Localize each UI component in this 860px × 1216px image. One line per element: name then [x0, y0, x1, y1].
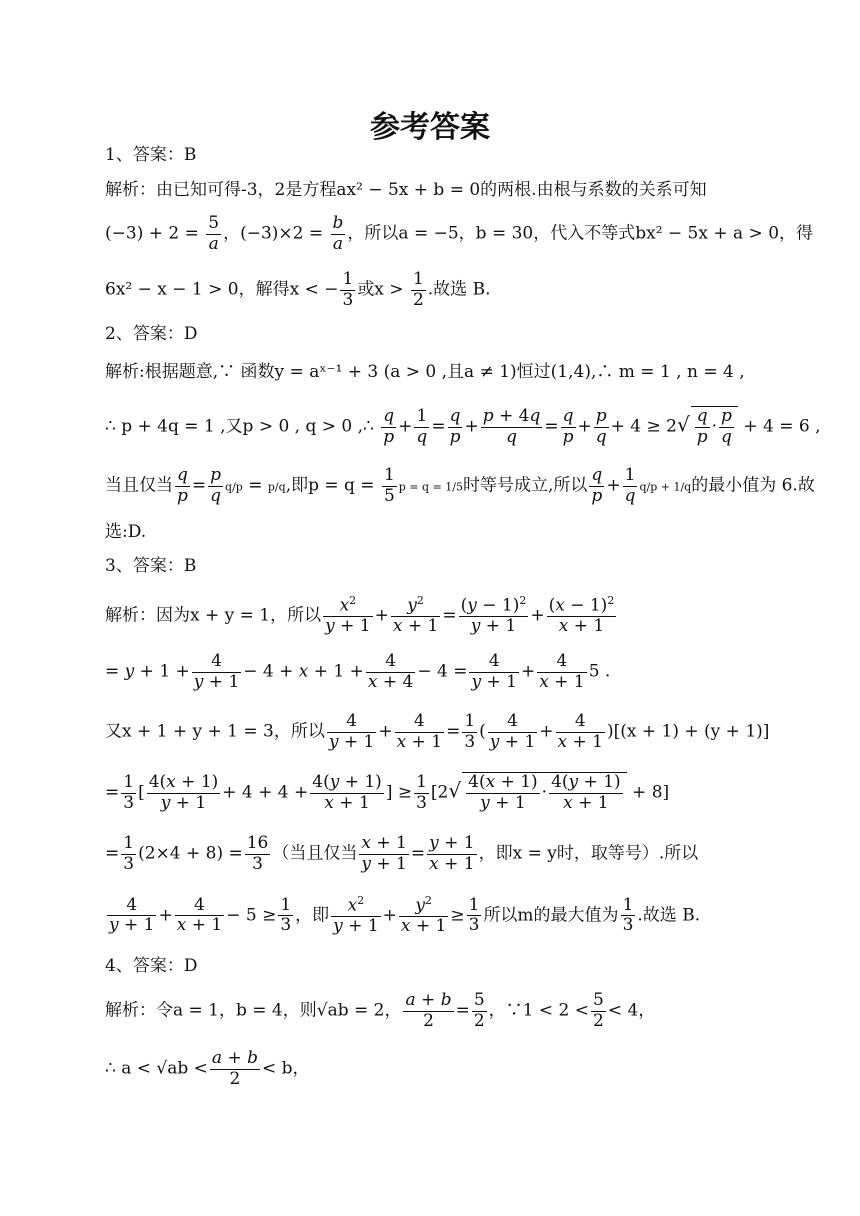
q3-line-1: 解析：因为x + y = 1，所以 $\frac{x^2}{y + 1}$ + $\frac{y^2}{x + 1}$ = $\frac{(y - 1)^2}{y + 1}$ + $\frac{(x - 1)^2}{x + 1}$ [105, 594, 615, 637]
q3-line-6: $\frac{4}{y + 1}$ + $\frac{4}{x + 1}$ − 5 ≥ $\frac{1}{3}$ ，即 $\frac{x^2}{y + 1}$ + $\frac{y^2}{x + 1}$ ≥ $\frac{1}{3}$ 所以m的最大值为 $\frac{1}{3}$ .故选 B. [109, 894, 701, 937]
q4-line-2: ∴ a < √ab < $\frac{a + b}{2}$ < b， [105, 1048, 310, 1089]
q3-line-4: = $\frac{1}{3}$ [ $\frac{4(x + 1)}{y + 1}$ + 4 + 4 + $\frac{4(y + 1)}{x + 1}$ ] ≥ $\frac{1}{3}$ [2√ $\frac{4(x + 1)}{y + 1}$ · $\frac{4(y + 1)}{x + 1}$ + 8] [105, 772, 670, 813]
answer-1: 1、答案：B [105, 145, 197, 165]
page-title: 参考答案 [370, 110, 490, 145]
answer-3: 3、答案：B [105, 556, 197, 576]
q1-line-2: (−3) + 2 = $\frac{5}{a}$ ，(−3)×2 = $\frac{b}{a}$ ，所以a = −5，b = 30，代入不等式bx² − 5x + a > 0，得 [105, 213, 814, 254]
q4-line-1: 解析：令a = 1，b = 4，则√ab = 2， $\frac{a + b}{2}$ = $\frac{5}{2}$ ，∵1 < 2 < $\frac{5}{2}$ < 4， [105, 990, 656, 1031]
q3-line-2: = y + 1 + $\frac{4}{y + 1}$ − 4 + x + 1 + $\frac{4}{x + 4}$ − 4 = $\frac{4}{y + 1}$ + $\frac{4}{x + 1}$ 5 . [105, 651, 611, 692]
q2-line-4: 选:D. [105, 522, 147, 542]
answer-4: 4、答案：D [105, 956, 198, 976]
q2-line-2: ∴ p + 4q = 1 ,又p > 0 , q > 0 ,∴ $\frac{q}{p}$ + $\frac{1}{q}$ = $\frac{q}{p}$ + $\frac{p + 4q}{q}$ = $\frac{q}{p}$ + $\frac{p}{q}$ + 4 ≥ 2√ $\frac{q}{p}$ · $\frac{p}{q}$ + 4 = 6 , [105, 406, 821, 447]
q1-line-1: 解析：由已知可得-3，2是方程ax² − 5x + b = 0的两根.由根与系数的关系可知 [105, 180, 707, 200]
q2-line-1: 解析:根据题意,∵ 函数y = aˣ⁻¹ + 3 (a > 0 ,且a ≠ 1)恒过(1,4),∴ m = 1 , n = 4 , [105, 362, 745, 382]
q3-line-5: = $\frac{1}{3}$ (2×4 + 8) = $\frac{16}{3}$ （当且仅当 $\frac{x + 1}{y + 1}$ = $\frac{y + 1}{x + 1}$ ，即x = y时，取等号）.所以 [105, 833, 699, 874]
q3-line-3: 又x + 1 + y + 1 = 3，所以 $\frac{4}{y + 1}$ + $\frac{4}{x + 1}$ = $\frac{1}{3}$ ( $\frac{4}{y + 1}$ + $\frac{4}{x + 1}$ )[(x + 1) + (y + 1)] [105, 711, 770, 752]
answer-2: 2、答案：D [105, 324, 198, 344]
q1-line-3: 6x² − x − 1 > 0，解得x < − $\frac{1}{3}$ 或x > $\frac{1}{2}$ .故选 B. [105, 269, 491, 310]
q2-line-3: 当且仅当 $\frac{q}{p}$ = $\frac{p}{q}$ q/p = p/q,即p = q = $\frac{1}{5}$ p = q = 1/5时等号成立,所以 $\frac{q}{p}$ + $\frac{1}{q}$ q/p + 1/q的最小值为 6.故 [105, 465, 815, 506]
